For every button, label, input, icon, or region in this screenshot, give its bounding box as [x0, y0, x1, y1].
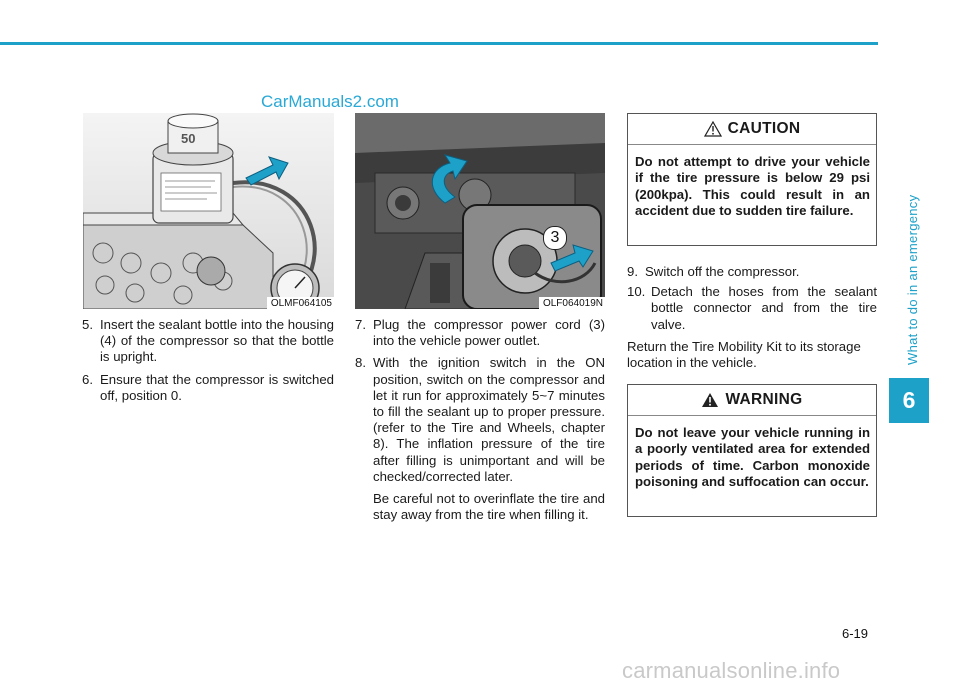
return-instruction: Return the Tire Mobility Kit to its storage location in the vehicle.: [627, 338, 861, 371]
warning-header: [628, 385, 876, 416]
page-number: 6-19: [842, 626, 869, 641]
chapter-title-text: What to do in an emergency: [905, 194, 920, 365]
step-number: 9.: [627, 264, 638, 279]
power-outlet-illustration: [355, 113, 605, 309]
chapter-title-vertical: [903, 50, 929, 370]
step-8: [355, 355, 605, 523]
warning-triangle-icon: [701, 392, 719, 408]
caution-header: [628, 114, 876, 145]
step-text: Switch off the compressor.: [645, 264, 800, 279]
caution-title: CAUTION: [727, 120, 801, 137]
caution-body: Do not attempt to drive your vehicle if the tire pressure is below 29 psi (200kpa). This could result in an accident due to sudden tire failure.: [635, 154, 870, 218]
step-text: Plug the compressor power cord (3) into the vehicle power outlet.: [373, 317, 605, 349]
step-7: [355, 317, 605, 349]
step-number: 8.: [355, 355, 366, 371]
step-number: 5.: [82, 317, 93, 332]
step-9: [627, 264, 877, 280]
step-text: With the ignition switch in the ON position, switch on the compressor and let it run for approximately 5~7 minutes to fill the sealant up to proper pressure. (refer to the Tire and Wheels, chapter 8). The inflation pressure of the tire after filling is unimportant and will be checked/corrected later.: [373, 355, 605, 484]
step-note: Be careful not to overinflate the tire and stay away from the tire when filling it.: [373, 491, 605, 523]
warning-title: WARNING: [725, 391, 803, 408]
caution-triangle-icon: [704, 121, 722, 137]
step-10: [627, 284, 877, 333]
step-text: Ensure that the compressor is switched off, position 0.: [100, 371, 334, 403]
header-rule: [0, 42, 878, 45]
step-6: [82, 372, 334, 404]
steps-left: [82, 317, 334, 410]
svg-text:50: 50: [181, 131, 196, 146]
figure-power-outlet: [355, 113, 605, 309]
figure-compressor: [83, 113, 334, 309]
step-text: Detach the hoses from the sealant bottle connector and from the tire valve.: [651, 284, 877, 332]
watermark-bottom[interactable]: carmanualsonline.info: [622, 658, 841, 683]
step-5: [82, 317, 334, 366]
callout-number: 3: [543, 226, 567, 250]
compressor-illustration: [83, 113, 334, 309]
warning-body: Do not leave your vehicle running in a poorly ventilated area for extended periods of time. Carbon monoxide poisoning and suffocation can occur.: [635, 425, 870, 489]
steps-right: [627, 264, 877, 377]
step-number: 10.: [627, 284, 646, 300]
steps-middle: [355, 317, 605, 529]
chapter-number-tab: 6: [889, 378, 929, 423]
figure-code-2: OLF064019N: [539, 297, 605, 309]
step-number: 7.: [355, 317, 366, 332]
figure-code-1: OLMF064105: [267, 297, 334, 309]
step-text: Insert the sealant bottle into the housing (4) of the compressor so that the bottle is upright.: [100, 317, 334, 365]
warning-box: [627, 384, 877, 517]
step-number: 6.: [82, 371, 93, 387]
caution-box: [627, 113, 877, 246]
watermark-top[interactable]: CarManuals2.com: [261, 92, 399, 111]
